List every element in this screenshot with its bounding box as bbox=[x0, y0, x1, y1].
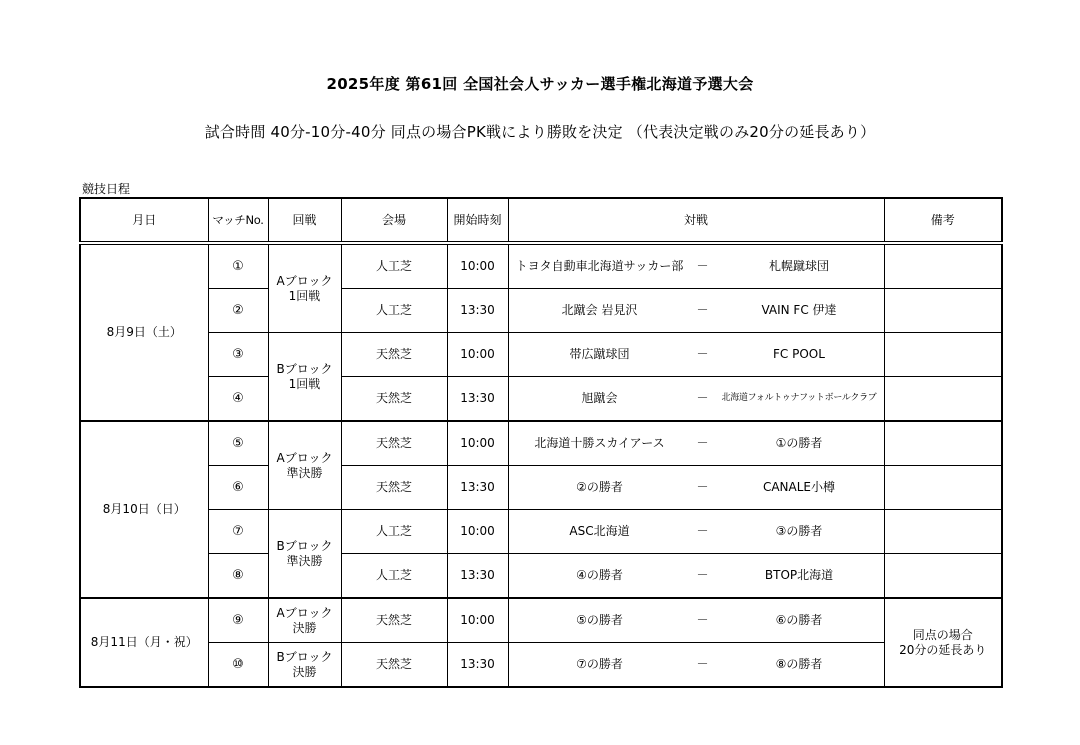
versus-separator: － bbox=[696, 480, 709, 494]
round-stage: 準決勝 bbox=[286, 465, 323, 480]
team-away: ⑥の勝者 bbox=[775, 613, 823, 627]
match-number: ⑩ bbox=[208, 643, 268, 688]
time-cell: 13:30 bbox=[447, 554, 508, 599]
time-cell: 10:00 bbox=[447, 243, 508, 289]
time-cell: 13:30 bbox=[447, 643, 508, 688]
table-row bbox=[80, 333, 1002, 377]
match-cell bbox=[508, 466, 884, 510]
header-row bbox=[80, 198, 1002, 243]
table-row bbox=[80, 643, 1002, 688]
round-block: Bブロック bbox=[276, 649, 333, 664]
table-row bbox=[80, 598, 1002, 643]
venue-cell: 天然芝 bbox=[341, 598, 447, 643]
time-cell: 13:30 bbox=[447, 466, 508, 510]
team-home: 帯広蹴球団 bbox=[569, 347, 630, 361]
match-cell bbox=[508, 554, 884, 599]
round-block: Aブロック bbox=[276, 450, 333, 465]
note-cell bbox=[884, 333, 1002, 377]
team-home: ④の勝者 bbox=[576, 568, 623, 582]
venue-cell: 人工芝 bbox=[341, 243, 447, 289]
round-cell bbox=[268, 421, 341, 510]
note-line: 20分の延長あり bbox=[899, 642, 987, 657]
venue-cell: 天然芝 bbox=[341, 466, 447, 510]
versus-separator: － bbox=[696, 524, 709, 538]
team-away: 北海道フォルトゥナフットボールクラブ bbox=[721, 393, 877, 403]
round-cell bbox=[268, 643, 341, 688]
note-cell bbox=[884, 466, 1002, 510]
versus-separator: － bbox=[696, 436, 709, 450]
day-cell: 8月11日（月・祝） bbox=[80, 598, 208, 687]
note-cell bbox=[884, 377, 1002, 422]
time-cell: 13:30 bbox=[447, 377, 508, 422]
table-row bbox=[80, 510, 1002, 554]
day-cell: 8月9日（土） bbox=[80, 243, 208, 421]
match-number: ⑦ bbox=[208, 510, 268, 554]
round-cell bbox=[268, 510, 341, 599]
team-home: ASC北海道 bbox=[569, 524, 630, 538]
match-number: ③ bbox=[208, 333, 268, 377]
day-cell: 8月10日（日） bbox=[80, 421, 208, 598]
time-cell: 10:00 bbox=[447, 510, 508, 554]
header-note: 備考 bbox=[884, 198, 1002, 243]
round-block: Aブロック bbox=[276, 273, 333, 288]
team-away: 札幌蹴球団 bbox=[768, 259, 829, 273]
round-stage: 決勝 bbox=[292, 664, 317, 679]
match-number: ④ bbox=[208, 377, 268, 422]
note-cell bbox=[884, 598, 1002, 687]
versus-separator: － bbox=[696, 657, 709, 671]
header-venue: 会場 bbox=[341, 198, 447, 243]
team-away: FC POOL bbox=[773, 347, 825, 361]
header-match-no: マッチNo. bbox=[208, 198, 268, 243]
match-cell bbox=[508, 377, 884, 422]
match-number: ⑤ bbox=[208, 421, 268, 466]
versus-separator: － bbox=[696, 347, 709, 361]
team-away: CANALE小樽 bbox=[762, 480, 836, 494]
match-number: ① bbox=[208, 243, 268, 289]
venue-cell: 天然芝 bbox=[341, 643, 447, 688]
schedule-caption: 競技日程 bbox=[82, 182, 131, 196]
venue-cell: 天然芝 bbox=[341, 333, 447, 377]
venue-cell: 人工芝 bbox=[341, 554, 447, 599]
round-cell bbox=[268, 333, 341, 422]
venue-cell: 天然芝 bbox=[341, 377, 447, 422]
table-row bbox=[80, 466, 1002, 510]
table-row bbox=[80, 377, 1002, 422]
round-stage: 1回戦 bbox=[288, 376, 321, 391]
document-title: 2025年度 第61回 全国社会人サッカー選手権北海道予選大会 bbox=[326, 75, 754, 93]
table-row bbox=[80, 421, 1002, 466]
team-home: 旭蹴会 bbox=[581, 391, 618, 405]
match-cell bbox=[508, 421, 884, 466]
match-number: ② bbox=[208, 289, 268, 333]
team-away: ③の勝者 bbox=[775, 524, 823, 538]
note-cell bbox=[884, 510, 1002, 554]
round-block: Aブロック bbox=[276, 605, 333, 620]
team-home: 北海道十勝スカイアース bbox=[534, 436, 665, 450]
team-home: トヨタ自動車北海道サッカー部 bbox=[515, 259, 684, 273]
schedule-table bbox=[79, 197, 1003, 688]
team-home: 北蹴会 岩見沢 bbox=[561, 303, 638, 317]
team-away: BTOP北海道 bbox=[764, 568, 834, 582]
venue-cell: 天然芝 bbox=[341, 421, 447, 466]
round-block: Bブロック bbox=[276, 361, 333, 376]
match-number: ⑨ bbox=[208, 598, 268, 643]
versus-separator: － bbox=[696, 259, 709, 273]
header-date: 月日 bbox=[80, 198, 208, 243]
versus-separator: － bbox=[696, 303, 709, 317]
match-number: ⑧ bbox=[208, 554, 268, 599]
header-round: 回戦 bbox=[268, 198, 341, 243]
match-cell bbox=[508, 510, 884, 554]
table-row bbox=[80, 289, 1002, 333]
match-cell bbox=[508, 243, 884, 289]
match-number: ⑥ bbox=[208, 466, 268, 510]
match-cell bbox=[508, 289, 884, 333]
team-away: VAIN FC 伊達 bbox=[761, 303, 837, 317]
round-cell bbox=[268, 243, 341, 333]
note-cell bbox=[884, 421, 1002, 466]
header-time: 開始時刻 bbox=[447, 198, 508, 243]
team-home: ⑤の勝者 bbox=[576, 613, 623, 627]
time-cell: 13:30 bbox=[447, 289, 508, 333]
versus-separator: － bbox=[696, 568, 709, 582]
note-cell bbox=[884, 289, 1002, 333]
note-line: 同点の場合 bbox=[912, 627, 973, 642]
venue-cell: 人工芝 bbox=[341, 289, 447, 333]
team-home: ②の勝者 bbox=[576, 480, 623, 494]
header-match: 対戦 bbox=[508, 198, 884, 243]
time-cell: 10:00 bbox=[447, 421, 508, 466]
time-cell: 10:00 bbox=[447, 598, 508, 643]
note-cell bbox=[884, 554, 1002, 599]
table-row bbox=[80, 554, 1002, 599]
round-block: Bブロック bbox=[276, 538, 333, 553]
venue-cell: 人工芝 bbox=[341, 510, 447, 554]
versus-separator: － bbox=[696, 391, 709, 405]
match-cell bbox=[508, 598, 884, 643]
match-cell bbox=[508, 643, 884, 688]
team-away: ①の勝者 bbox=[775, 436, 823, 450]
round-stage: 1回戦 bbox=[288, 288, 321, 303]
match-rules: 試合時間 40分-10分-40分 同点の場合PK戦により勝敗を決定 （代表決定戦のみ20分の延長あり） bbox=[204, 123, 876, 141]
versus-separator: － bbox=[696, 613, 709, 627]
table-row bbox=[80, 243, 1002, 289]
team-home: ⑦の勝者 bbox=[576, 657, 623, 671]
match-cell bbox=[508, 333, 884, 377]
round-stage: 決勝 bbox=[292, 620, 317, 635]
time-cell: 10:00 bbox=[447, 333, 508, 377]
team-away: ⑧の勝者 bbox=[775, 657, 823, 671]
round-cell bbox=[268, 598, 341, 643]
note-cell bbox=[884, 243, 1002, 289]
round-stage: 準決勝 bbox=[286, 553, 323, 568]
